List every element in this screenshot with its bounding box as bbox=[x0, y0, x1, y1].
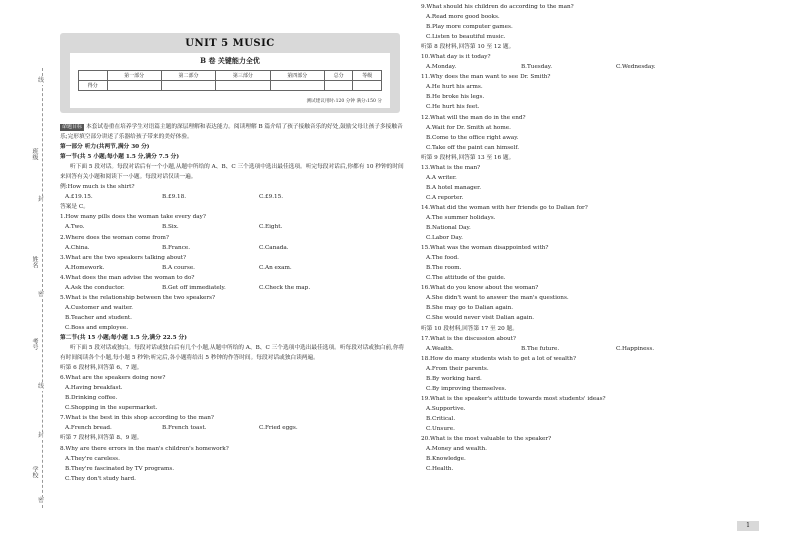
intro-paragraph bbox=[60, 122, 405, 142]
option: A.Read more good books. bbox=[426, 14, 500, 21]
option: A.Ask the conductor. bbox=[65, 284, 125, 291]
exam-number-label: 考号 bbox=[31, 338, 38, 350]
option: B.Critical. bbox=[426, 415, 456, 422]
option: A.Wealth. bbox=[426, 345, 454, 352]
option: B.Tuesday. bbox=[521, 64, 553, 71]
question-15: 15.What was the woman disappointed with? bbox=[421, 245, 549, 252]
question-20: 20.What is the most valuable to the speaker? bbox=[421, 436, 552, 443]
option: C.A reporter. bbox=[426, 194, 464, 201]
option: A.She didn't want to answer the man's questions. bbox=[426, 295, 569, 302]
question-18: 18.How do many students wish to get a lot of wealth? bbox=[421, 355, 577, 362]
score-col-header: 总分 bbox=[324, 71, 353, 81]
question-4-options bbox=[60, 283, 405, 293]
question-12: 12.What will the man do in the end? bbox=[421, 114, 526, 121]
score-table-header-row bbox=[79, 71, 382, 81]
score-cell[interactable] bbox=[107, 81, 161, 91]
option: C.Happiness. bbox=[616, 345, 655, 352]
seal-char: 线 bbox=[38, 383, 45, 390]
option: B.National Day. bbox=[426, 225, 471, 232]
listening-instruction: 听第 9 段材料,回答第 13 至 16 题。 bbox=[421, 154, 515, 161]
option: C.Shopping in the supermarket. bbox=[65, 405, 158, 412]
option: B.By working hard. bbox=[426, 375, 482, 382]
question-1: 1.How many pills does the woman take every day? bbox=[60, 214, 206, 221]
score-table-row bbox=[79, 81, 382, 91]
listening-instruction: 听第 8 段材料,回答第 10 至 12 题。 bbox=[421, 44, 515, 51]
question-7: 7.What is the best in this shop according to the man? bbox=[60, 415, 214, 422]
listening-instruction: 听第 10 段材料,回答第 17 至 20 题。 bbox=[421, 325, 518, 332]
option: B.Knowledge. bbox=[426, 456, 466, 463]
option: A.He hurt his arms. bbox=[426, 84, 483, 91]
seal-char: 封 bbox=[38, 196, 45, 203]
example-options bbox=[60, 192, 405, 202]
option: B.Get off immediately. bbox=[162, 284, 226, 291]
option: C.Health. bbox=[426, 466, 454, 473]
option: C.Boss and employee. bbox=[65, 324, 129, 331]
score-cell[interactable] bbox=[324, 81, 353, 91]
section1-directions: 听下面 5 段对话。每段对话后有一个小题,从题中所给的 A、B、C 三个选项中选出最佳选项。听完每段对话后,你都有 10 秒钟的时间来回答有关小题和阅读下一小题。每段对话仅读一遍。 bbox=[60, 164, 404, 181]
option: A.They're careless. bbox=[65, 455, 120, 462]
score-cell[interactable] bbox=[161, 81, 215, 91]
question-11: 11.Why does the man want to see Dr. Smith? bbox=[421, 74, 551, 81]
option: A.French bread. bbox=[65, 425, 112, 432]
seal-char: 线 bbox=[38, 77, 45, 84]
unit-title: UNIT 5 MUSIC bbox=[185, 38, 275, 49]
score-cell[interactable] bbox=[216, 81, 270, 91]
option: C.£9.15. bbox=[259, 194, 284, 201]
class-label: 班级 bbox=[31, 148, 38, 160]
score-row-label: 得分 bbox=[79, 81, 108, 91]
option: B.£9.18. bbox=[162, 194, 187, 201]
left-column bbox=[60, 122, 405, 484]
option: A.Wait for Dr. Smith at home. bbox=[426, 124, 511, 131]
option: B.The future. bbox=[521, 345, 560, 352]
seal-char: 密 bbox=[38, 291, 45, 298]
score-table-corner bbox=[79, 71, 108, 81]
right-column bbox=[421, 2, 771, 474]
score-table bbox=[78, 70, 382, 91]
option: B.He broke his legs. bbox=[426, 94, 485, 101]
option: B.Come to the office right away. bbox=[426, 134, 519, 141]
question-17-options bbox=[421, 344, 771, 354]
option: A.Homework. bbox=[65, 264, 105, 271]
example-answer: 答案是 C。 bbox=[60, 204, 89, 211]
school-label: 学校 bbox=[31, 466, 38, 478]
option: A.Monday. bbox=[426, 64, 457, 71]
paper-subtitle: B 卷 关键能力全优 bbox=[200, 56, 260, 65]
name-label: 姓名 bbox=[31, 256, 38, 268]
option: C.She would never visit Dalian again. bbox=[426, 315, 535, 322]
question-2-options bbox=[60, 243, 405, 253]
option: A.China. bbox=[65, 244, 90, 251]
intro-text: 本套试卷重在培养学生对语篇主题的深层理解和表达能力。阅读理解 B 篇介绍了孩子接触音乐的好处,鼓励父母让孩子多接触音乐;完形填空部分讲述了乐器给孩子带来的美好体验。 bbox=[60, 124, 403, 141]
option: C.Labor Day. bbox=[426, 235, 463, 242]
option: C.By improving themselves. bbox=[426, 385, 507, 392]
option: B.A course. bbox=[162, 264, 195, 271]
option: C.They don't study hard. bbox=[65, 475, 136, 482]
section2-directions: 听下面 5 段对话或独白。每段对话或独白后有几个小题,从题中所给的 A、B、C 三个选项中选出最佳选项。听每段对话或独白前,你将有时间阅读各个小题,每小题 5 秒钟;听完后,各小题将给出 5 秒钟的作答时间。每段对话或独白读两遍。 bbox=[60, 345, 405, 362]
option: B.Teacher and student. bbox=[65, 314, 132, 321]
option: B.French toast. bbox=[162, 425, 207, 432]
option: A.Customer and waiter. bbox=[65, 304, 133, 311]
question-2: 2.Where does the woman come from? bbox=[60, 234, 169, 241]
score-cell[interactable] bbox=[270, 81, 324, 91]
option: C.Check the map. bbox=[259, 284, 311, 291]
option: C.Wednesday. bbox=[616, 64, 656, 71]
unit-header bbox=[60, 33, 400, 113]
question-1-options bbox=[60, 222, 405, 232]
option: B.Drinking coffee. bbox=[65, 395, 118, 402]
score-col-header: 第四部分 bbox=[270, 71, 324, 81]
option: C.He hurt his feet. bbox=[426, 104, 480, 111]
option: C.Fried eggs. bbox=[259, 425, 298, 432]
option: B.France. bbox=[162, 244, 191, 251]
question-6: 6.What are the speakers doing now? bbox=[60, 375, 166, 382]
question-5: 5.What is the relationship between the two speakers? bbox=[60, 294, 216, 301]
option: C.Eight. bbox=[259, 224, 283, 231]
question-10-options bbox=[421, 62, 771, 72]
score-col-header: 第三部分 bbox=[216, 71, 270, 81]
option: B.A hotel manager. bbox=[426, 184, 482, 191]
question-10: 10.What day is it today? bbox=[421, 54, 491, 61]
option: C.Unsure. bbox=[426, 425, 455, 432]
score-panel bbox=[70, 53, 390, 108]
option: C.An exam. bbox=[259, 264, 292, 271]
option: A.Supportive. bbox=[426, 405, 466, 412]
listening-instruction: 听第 6 段材料,回答第 6、7 题。 bbox=[60, 365, 143, 372]
question-19: 19.What is the speaker's attitude towards most students' ideas? bbox=[421, 395, 606, 402]
question-13: 13.What is the man? bbox=[421, 164, 481, 171]
binding-line bbox=[42, 68, 43, 508]
option: B.Six. bbox=[162, 224, 179, 231]
part1-heading: 第一部分 听力(共两节,满分 30 分) bbox=[60, 144, 150, 151]
listening-instruction: 听第 7 段材料,回答第 8、9 题。 bbox=[60, 435, 143, 442]
score-col-header: 等级 bbox=[353, 71, 382, 81]
option: C.The attitude of the guide. bbox=[426, 275, 506, 282]
section1-heading: 第一节(共 5 小题;每小题 1.5 分,满分 7.5 分) bbox=[60, 154, 180, 161]
question-9: 9.What should his children do according to the man? bbox=[421, 4, 574, 10]
option: A.£19.15. bbox=[65, 194, 93, 201]
score-cell[interactable] bbox=[353, 81, 382, 91]
option: A.The summer holidays. bbox=[426, 214, 496, 221]
option: C.Canada. bbox=[259, 244, 289, 251]
option: A.The food. bbox=[426, 255, 459, 262]
option: B.Play more computer games. bbox=[426, 24, 513, 31]
seal-char: 封 bbox=[38, 432, 45, 439]
option: A.Two. bbox=[65, 224, 85, 231]
time-note: 测试建议用时:120 分钟 满分:150 分 bbox=[306, 99, 382, 104]
question-8: 8.Why are there errors in the man's children's homework? bbox=[60, 445, 229, 452]
option: B.She may go to Dalian again. bbox=[426, 305, 514, 312]
question-7-options bbox=[60, 423, 405, 433]
option: A.From their parents. bbox=[426, 365, 489, 372]
question-3-options bbox=[60, 263, 405, 273]
intro-badge: 命题目标 bbox=[62, 124, 83, 130]
option: B.They're fascinated by TV programs. bbox=[65, 465, 175, 472]
page-number: 1 bbox=[737, 521, 759, 531]
question-4: 4.What does the man advise the woman to do? bbox=[60, 274, 195, 281]
option: A.A writer. bbox=[426, 174, 457, 181]
score-col-header: 第一部分 bbox=[107, 71, 161, 81]
option: C.Take off the paint can himself. bbox=[426, 144, 520, 151]
question-17: 17.What is the discussion about? bbox=[421, 335, 516, 342]
option: C.Listen to beautiful music. bbox=[426, 34, 506, 41]
question-16: 16.What do you know about the woman? bbox=[421, 285, 539, 292]
score-col-header: 第二部分 bbox=[161, 71, 215, 81]
option: B.The room. bbox=[426, 265, 462, 272]
section2-heading: 第二节(共 15 小题;每小题 1.5 分,满分 22.5 分) bbox=[60, 334, 187, 341]
example-question: 例:How much is the shirt? bbox=[60, 184, 135, 191]
question-14: 14.What did the woman with her friends go to Dalian for? bbox=[421, 204, 588, 211]
option: A.Having breakfast. bbox=[65, 385, 123, 392]
seal-char: 密 bbox=[38, 497, 45, 504]
question-3: 3.What are the two speakers talking about? bbox=[60, 254, 187, 261]
option: A.Money and wealth. bbox=[426, 446, 487, 453]
